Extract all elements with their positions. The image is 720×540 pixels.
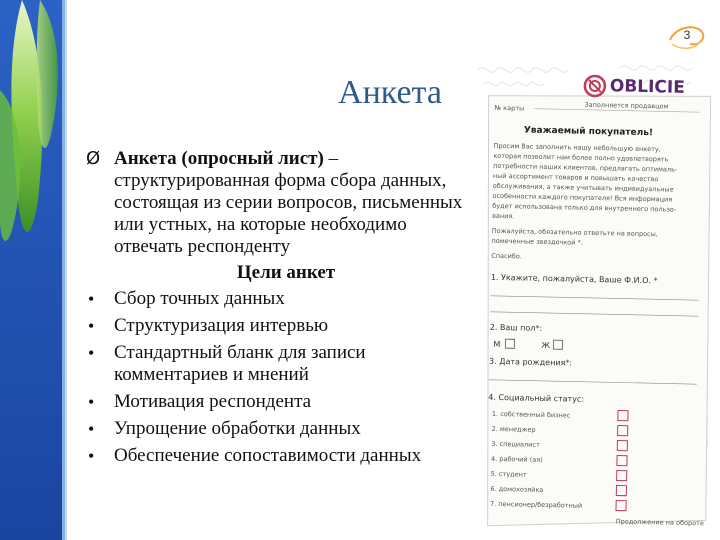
intro-line: вания. [492, 211, 515, 221]
status-option: 3. специалист [491, 439, 540, 449]
status-option: 7. пенсионер/безработный [490, 499, 583, 510]
form-heading: Уважаемый покупатель! [523, 125, 654, 139]
bullet-list [86, 148, 466, 472]
status-option: 4. рабочий (ая) [490, 454, 543, 464]
band-edge-shadow [65, 0, 67, 540]
goal-item [86, 391, 466, 413]
bullet-dot-icon: • [88, 446, 95, 466]
goals-heading: Цели анкет [236, 262, 336, 283]
goal-text: Обеспечение сопоставимости данных [114, 445, 422, 466]
intro-line: потребности наших клиентов, предлагать оптималь- [493, 161, 678, 174]
status-option: 6. домохозяйка [490, 484, 544, 494]
question-1: 1. Укажите, пожалуйста, Ваше Ф.И.О. * [490, 272, 658, 286]
goal-text: Мотивация респондента [114, 391, 312, 412]
gender-f-label: Ж [541, 340, 551, 351]
intro-line: обслуживания, а также учитывать индивидуальные [492, 181, 674, 194]
card-number-label: № карты [494, 103, 525, 113]
goal-item [86, 342, 466, 386]
goal-text: Упрощение обработки данных [114, 418, 361, 439]
definition-text: – структурированная форма сбора данных, состоящая из серии вопросов, письменных или устных, на которые необходимо отвечать респонденту [114, 148, 463, 257]
arrow-bullet-icon: Ø [86, 148, 101, 169]
page-number: 3 [683, 28, 691, 42]
brand-name: OBLICIE [609, 76, 686, 98]
questionnaire-image [470, 58, 720, 540]
gender-m-label: М [493, 339, 501, 350]
status-option: 2. менеджер [491, 424, 536, 434]
band-edge [62, 0, 65, 540]
goal-item [86, 288, 466, 310]
goal-item [86, 445, 466, 467]
left-decorative-band [0, 0, 80, 540]
bullet-dot-icon: • [88, 392, 95, 412]
bullet-dot-icon: • [88, 343, 95, 363]
note-line: помеченные звездочкой *. [491, 236, 583, 247]
intro-line: особенности каждого покупателя! Вся информация [492, 191, 673, 204]
definition-item [86, 148, 466, 258]
status-option: 5. студент [490, 469, 527, 479]
intro-line: которая позволит нам более полно удовлетворять [493, 151, 669, 164]
status-option: 1. собственный бизнес [491, 409, 571, 420]
bullet-dot-icon: • [88, 419, 95, 439]
card-number-hint: Заполняется продавцом [584, 100, 669, 111]
question-2: 2. Ваш пол*: [489, 322, 543, 333]
question-4: 4. Социальный статус: [488, 392, 585, 404]
continue-note: Продолжение на обороте [615, 517, 704, 528]
note-line: Пожалуйста, обязательно ответьте на вопросы, [491, 226, 658, 239]
bullet-dot-icon: • [88, 289, 95, 309]
thanks-text: Спасибо. [491, 251, 522, 261]
goal-text: Стандартный бланк для записи комментариев и мнений [114, 342, 366, 385]
goal-text: Сбор точных данных [114, 288, 285, 309]
bullet-dot-icon: • [88, 316, 95, 336]
intro-line: будет использована только для внутреннего пользо- [492, 201, 677, 214]
intro-line: Просим Вас заполнить нашу небольшую анкету, [493, 141, 661, 154]
slide-title: Анкета [338, 74, 442, 111]
definition-term: Анкета (опросный лист) [114, 148, 324, 169]
goal-text: Структуризация интервью [114, 315, 329, 336]
goal-item [86, 418, 466, 440]
intro-line: ный ассортимент товаров и повышать качество [492, 171, 659, 184]
goal-item [86, 315, 466, 337]
question-3: 3. Дата рождения*: [488, 356, 573, 368]
